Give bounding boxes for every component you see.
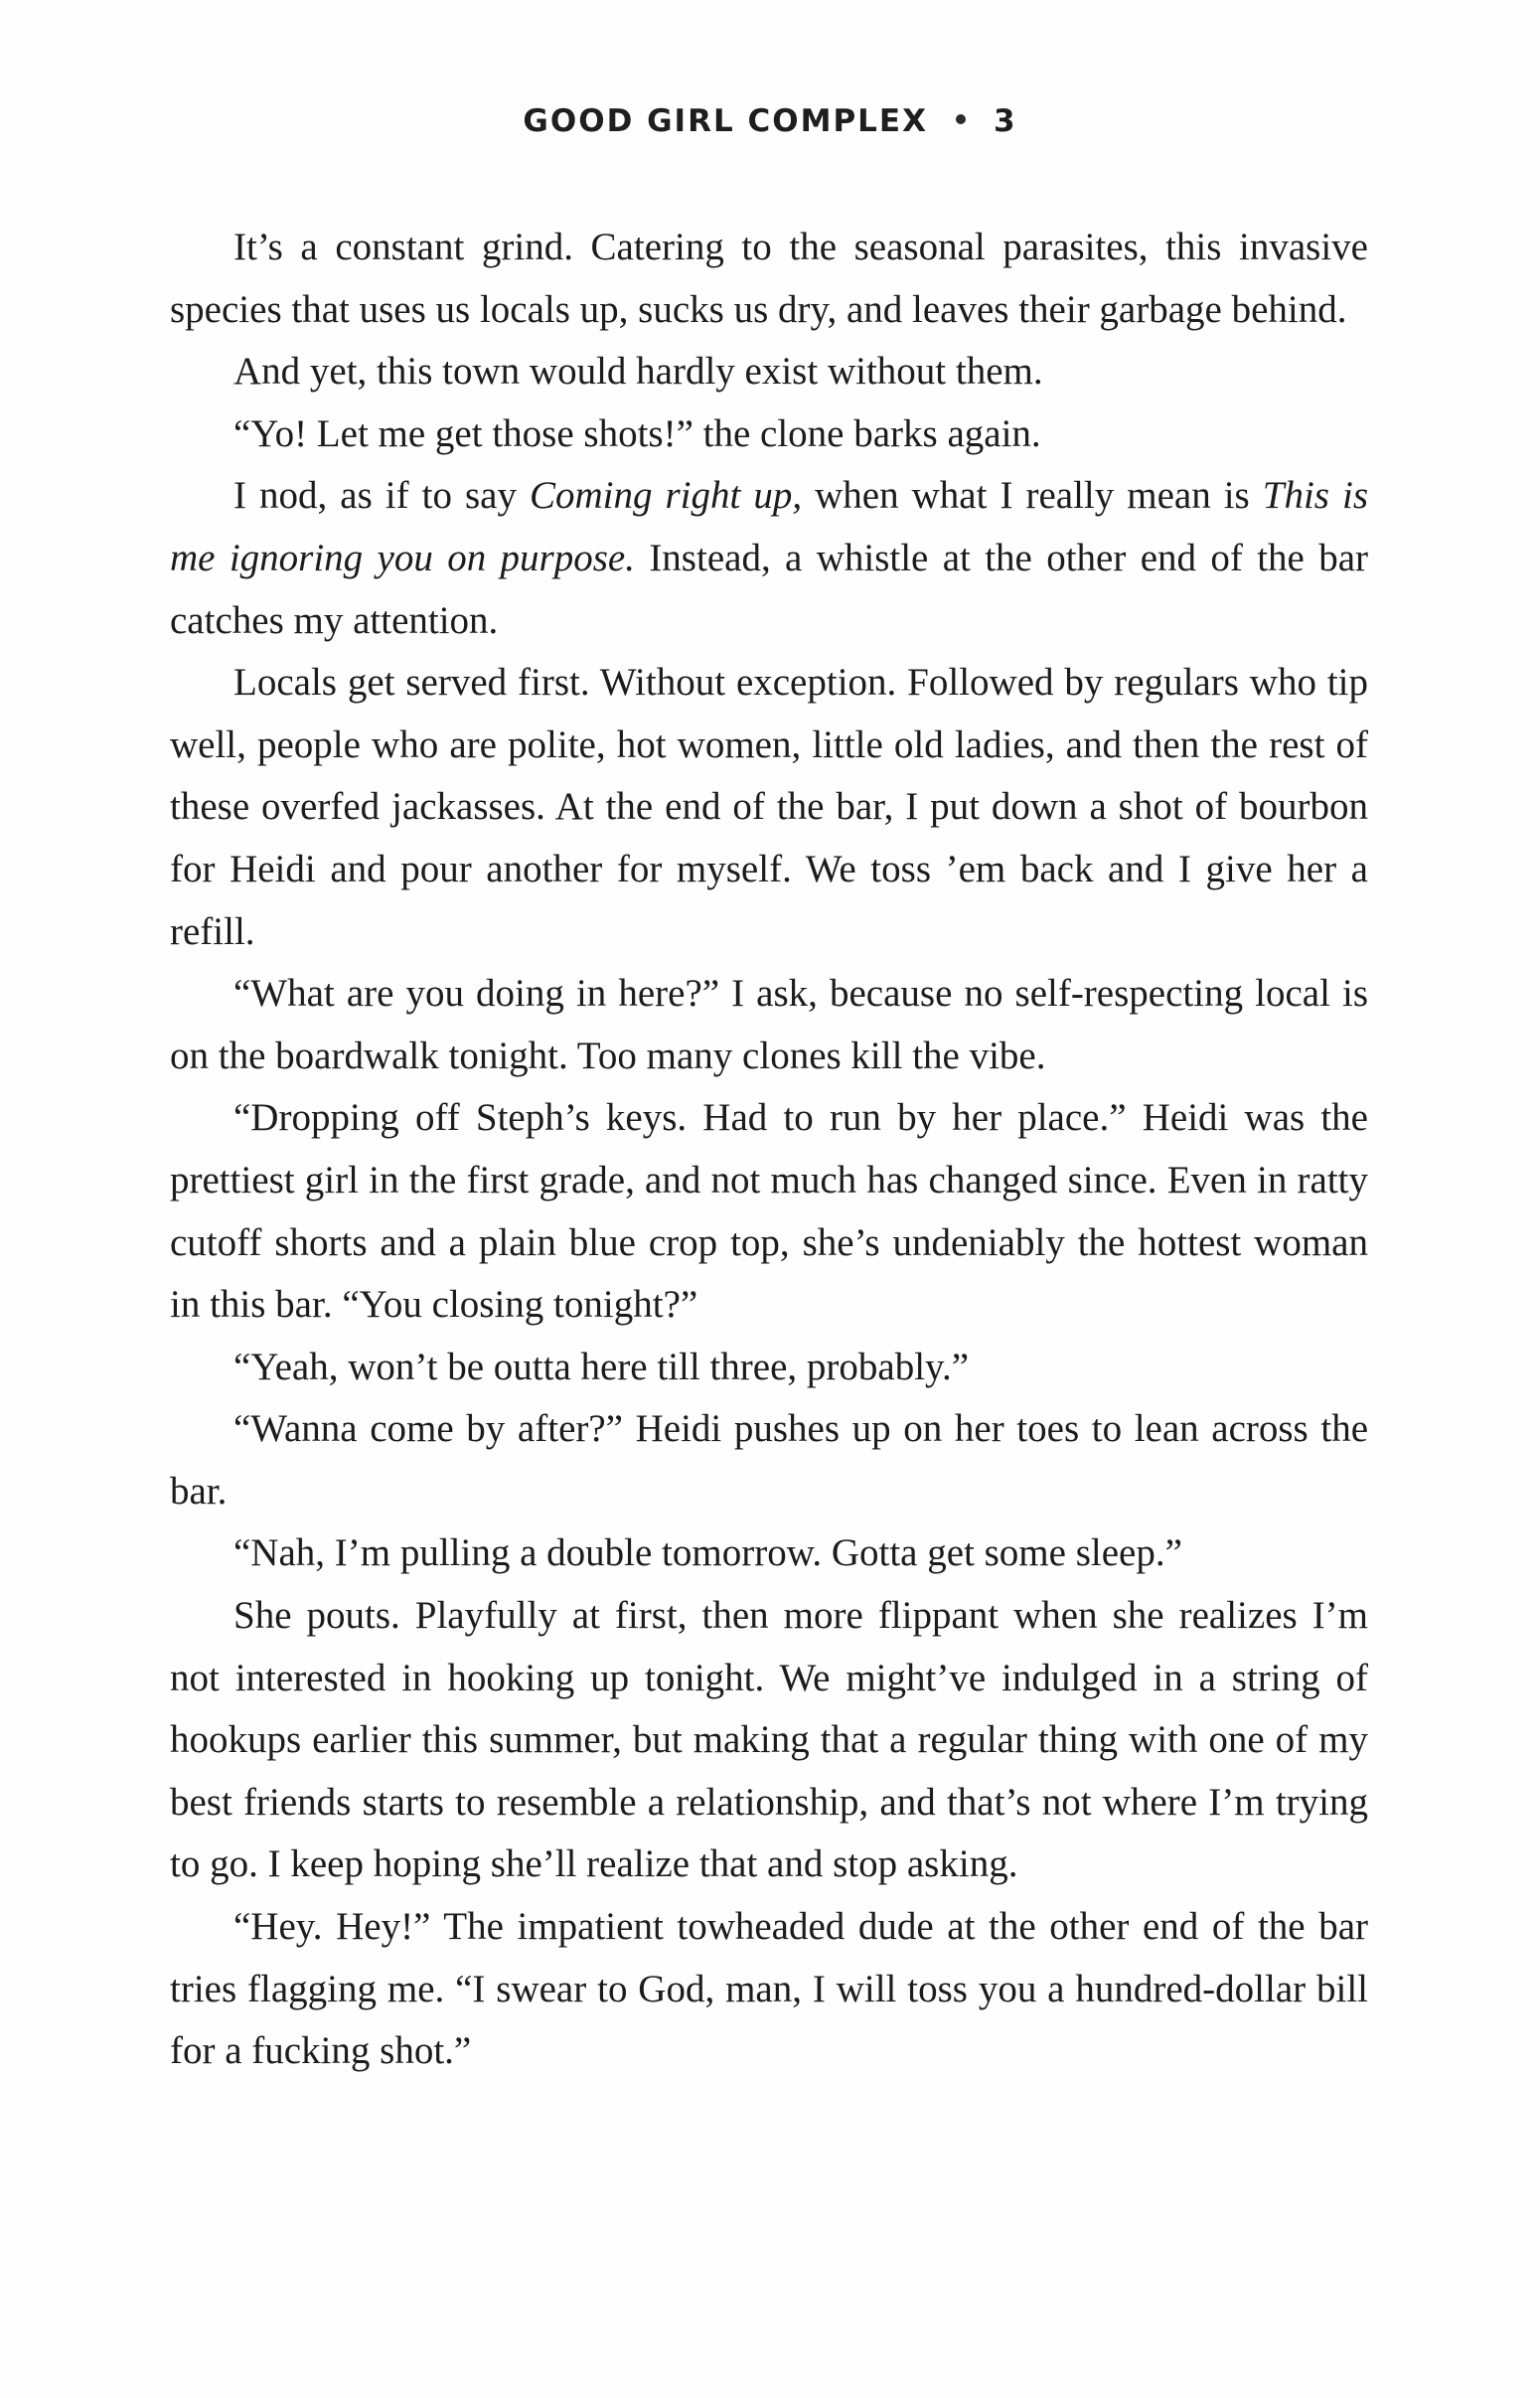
book-title: GOOD GIRL COMPLEX bbox=[523, 103, 928, 139]
running-head bbox=[0, 103, 1540, 139]
paragraph: “Wanna come by after?” Heidi pushes up on her toes to lean across the bar. bbox=[170, 1407, 1368, 1513]
paragraph: “What are you doing in here?” I ask, because no self-respecting local is on the boardwalk tonight. Too many clones kill the vibe. bbox=[170, 972, 1368, 1077]
text-run: when what I really mean is bbox=[802, 474, 1263, 518]
page-number: 3 bbox=[994, 103, 1017, 139]
paragraph: She pouts. Playfully at first, then more flippant when she realizes I’m not interested in hooking up tonight. We might’ve indulged in a string of hookups earlier this summer, but making that a regular thing with one of my best friends starts to resemble a relationship, and that’s not where I’m trying to go. I keep hoping she’ll realize that and stop asking. bbox=[170, 1594, 1368, 1886]
text-run: Instead, a whistle at the other end of the bar catches my attention. bbox=[170, 536, 1368, 642]
separator-dot bbox=[956, 114, 966, 124]
italic-text: Coming right up, bbox=[529, 474, 803, 518]
italic-text: This is me ignoring you on purpose. bbox=[170, 474, 1368, 579]
paragraph: “Dropping off Steph’s keys. Had to run by her place.” Heidi was the prettiest girl in the first grade, and not much has changed since. Even in ratty cutoff shorts and a plain blue crop top, she’s undeniably the hottest woman in this bar. “You closing tonight?” bbox=[170, 1096, 1368, 1327]
paragraph: “Yeah, won’t be outta here till three, probably.” bbox=[233, 1345, 970, 1388]
paragraph: And yet, this town would hardly exist without them. bbox=[233, 350, 1043, 394]
paragraph: Locals get served first. Without exception. Followed by regulars who tip well, people who are polite, hot women, little old ladies, and then the rest of these overfed jackasses. At the end of the bar, I put down a shot of bourbon for Heidi and pour another for myself. We toss ’em back and I give her a refill. bbox=[170, 661, 1368, 953]
paragraph: It’s a constant grind. Catering to the seasonal parasites, this invasive species that uses us locals up, sucks us dry, and leaves their garbage behind. bbox=[170, 226, 1368, 331]
paragraph bbox=[170, 465, 1368, 652]
paragraph: “Hey. Hey!” The impatient towheaded dude at the other end of the bar tries flagging me. “I swear to God, man, I will toss you a hundred-dollar bill for a fucking shot.” bbox=[170, 1905, 1368, 2073]
text-run: I nod, as if to say bbox=[233, 474, 530, 518]
paragraph: “Nah, I’m pulling a double tomorrow. Gotta get some sleep.” bbox=[233, 1531, 1182, 1575]
paragraph: “Yo! Let me get those shots!” the clone barks again. bbox=[233, 411, 1041, 455]
body-text bbox=[170, 217, 1368, 2083]
